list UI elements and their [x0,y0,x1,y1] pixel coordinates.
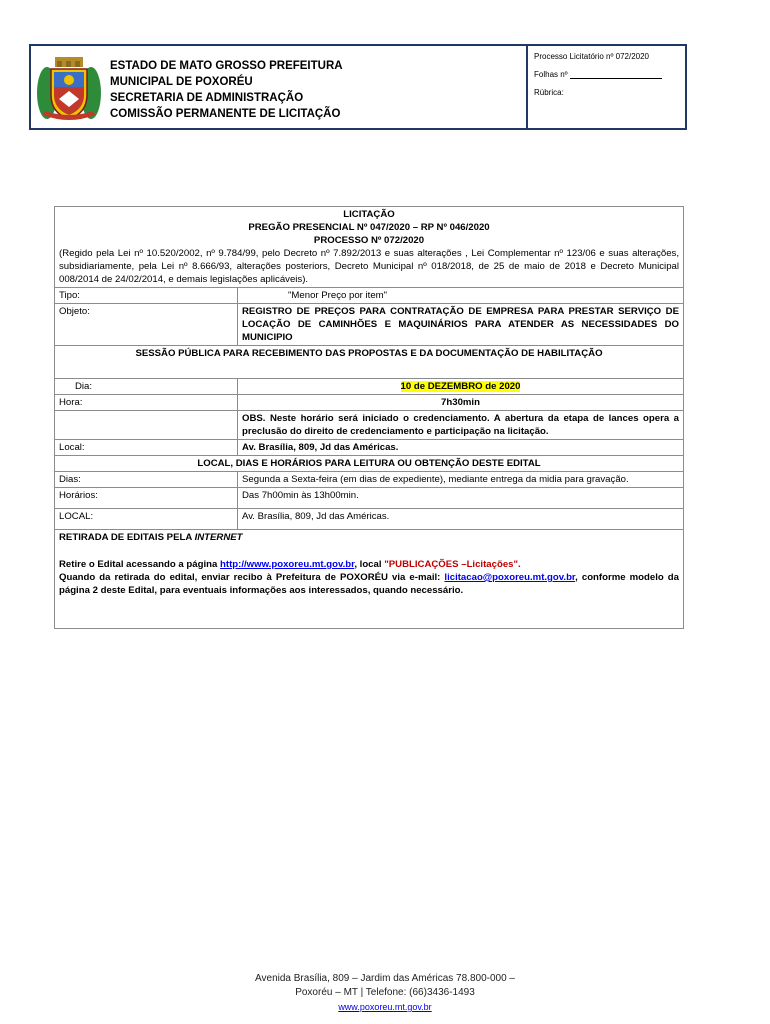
table-row [55,509,684,530]
retire-text: Retire o Edital acessando a página http://www.poxoreu.mt.gov.br, local "PUBLICAÇÕES –Licitações". [59,559,521,570]
dia-value: 10 de DEZEMBRO de 2020 [400,381,521,392]
footer-address: Avenida Brasília, 809 – Jardim das Américas 78.800-000 – [255,973,515,984]
obs-empty-cell [55,411,238,440]
objeto-value: REGISTRO DE PREÇOS PARA CONTRATAÇÃO DE EMPRESA PARA PRESTAR SERVIÇO DE LOCAÇÃO DE CAMINHÕES E MAQUINÁRIOS PARA ATENDER AS NECESSIDADES DO MUNICIPIO [238,304,684,346]
local-value: Av. Brasília, 809, Jd das Américas. [238,440,684,456]
table-row [55,472,684,488]
footer-phone: Poxoréu – MT | Telefone: (66)3436-1493 [295,987,475,998]
tipo-label: Tipo: [55,288,238,304]
process-number: Processo Licitatório nº 072/2020 [534,52,649,61]
pregao-title: PREGÃO PRESENCIAL Nº 047/2020 – RP Nº 046/2020 [248,222,490,233]
table-row [55,207,684,288]
folhas-line [570,70,662,79]
table-row [55,456,684,472]
dias-label: Dias: [55,472,238,488]
licitacao-title: LICITAÇÃO [343,209,395,220]
hora-label: Hora: [55,395,238,411]
footer-website-link[interactable]: www.poxoreu.mt.gov.br [338,1002,432,1012]
local2-value: Av. Brasília, 809, Jd das Américas. [238,509,684,530]
table-row [55,379,684,395]
licitacao-heading-cell [55,207,684,288]
org-line: MUNICIPAL DE POXORÉU [110,76,253,88]
table-row [55,395,684,411]
table-row [55,440,684,456]
org-line: COMISSÃO PERMANENTE DE LICITAÇÃO [110,108,341,120]
horarios-value: Das 7h00min às 13h00min. [238,488,684,509]
table-row [55,288,684,304]
table-row [55,530,684,629]
email-link[interactable]: licitacao@poxoreu.mt.gov.br [444,572,576,583]
rubrica-label: Rúbrica: [534,88,564,97]
org-line: ESTADO DE MATO GROSSO PREFEITURA [110,60,343,72]
local-label: Local: [55,440,238,456]
local2-label: LOCAL: [55,509,238,530]
obs-text: OBS. Neste horário será iniciado o credenciamento. A abertura da etapa de lances opera a preclusão do direito de credenciamento e participação na licitação. [238,411,684,440]
tipo-value: "Menor Preço por item" [238,288,684,304]
processo-title: PROCESSO Nº 072/2020 [313,235,425,246]
page-footer [0,972,770,1014]
table-row [55,488,684,509]
publicacoes-local: "PUBLICAÇÕES –Licitações". [384,559,521,570]
retirada-title: RETIRADA DE EDITAIS PELA INTERNET [59,532,243,543]
organization-name [110,58,343,122]
process-info-box [526,44,687,130]
dias-value: Segunda a Sexta-feira (em dias de expediente), mediante entrega da midia para gravação. [238,472,684,488]
dia-value-cell [238,379,684,395]
folhas-field [534,70,679,79]
licitacao-table [54,206,684,629]
leitura-title: LOCAL, DIAS E HORÁRIOS PARA LEITURA OU OBTENÇÃO DESTE EDITAL [55,456,684,472]
dia-label: Dia: [55,379,238,395]
org-line: SECRETARIA DE ADMINISTRAÇÃO [110,92,304,104]
quando-text: Quando da retirada do edital, enviar recibo à Prefeitura de POXORÉU via e-mail: licitacao@poxoreu.mt.gov.br, conforme modelo da página 2 deste Edital, para eventuais informações aos interessados, quando necessário. [59,572,679,596]
table-row [55,411,684,440]
retirada-cell [55,530,684,629]
municipal-crest-icon [35,55,103,123]
website-link[interactable]: http://www.poxoreu.mt.gov.br [220,559,355,570]
objeto-label: Objeto: [55,304,238,346]
hora-value: 7h30min [238,395,684,411]
sessao-title: SESSÃO PÚBLICA PARA RECEBIMENTO DAS PROPOSTAS E DA DOCUMENTAÇÃO DE HABILITAÇÃO [55,346,684,379]
regido-text: (Regido pela Lei nº 10.520/2002, nº 9.784/99, pelo Decreto nº 7.892/2013 e suas alterações , Lei Complementar nº 123/06 e suas alterações, subsidiariamente, pela Lei nº 8.666/93, alterações posteriors, Decreto Municipal nº 018/2018, de 25 de maio de 2018 e Decreto Municipal 008/2014 de 24/02/2014, e demais legislações aplicáveis). [59,248,679,285]
table-row [55,346,684,379]
horarios-label: Horários: [55,488,238,509]
table-row [55,304,684,346]
folhas-label: Folhas nº [534,70,568,79]
